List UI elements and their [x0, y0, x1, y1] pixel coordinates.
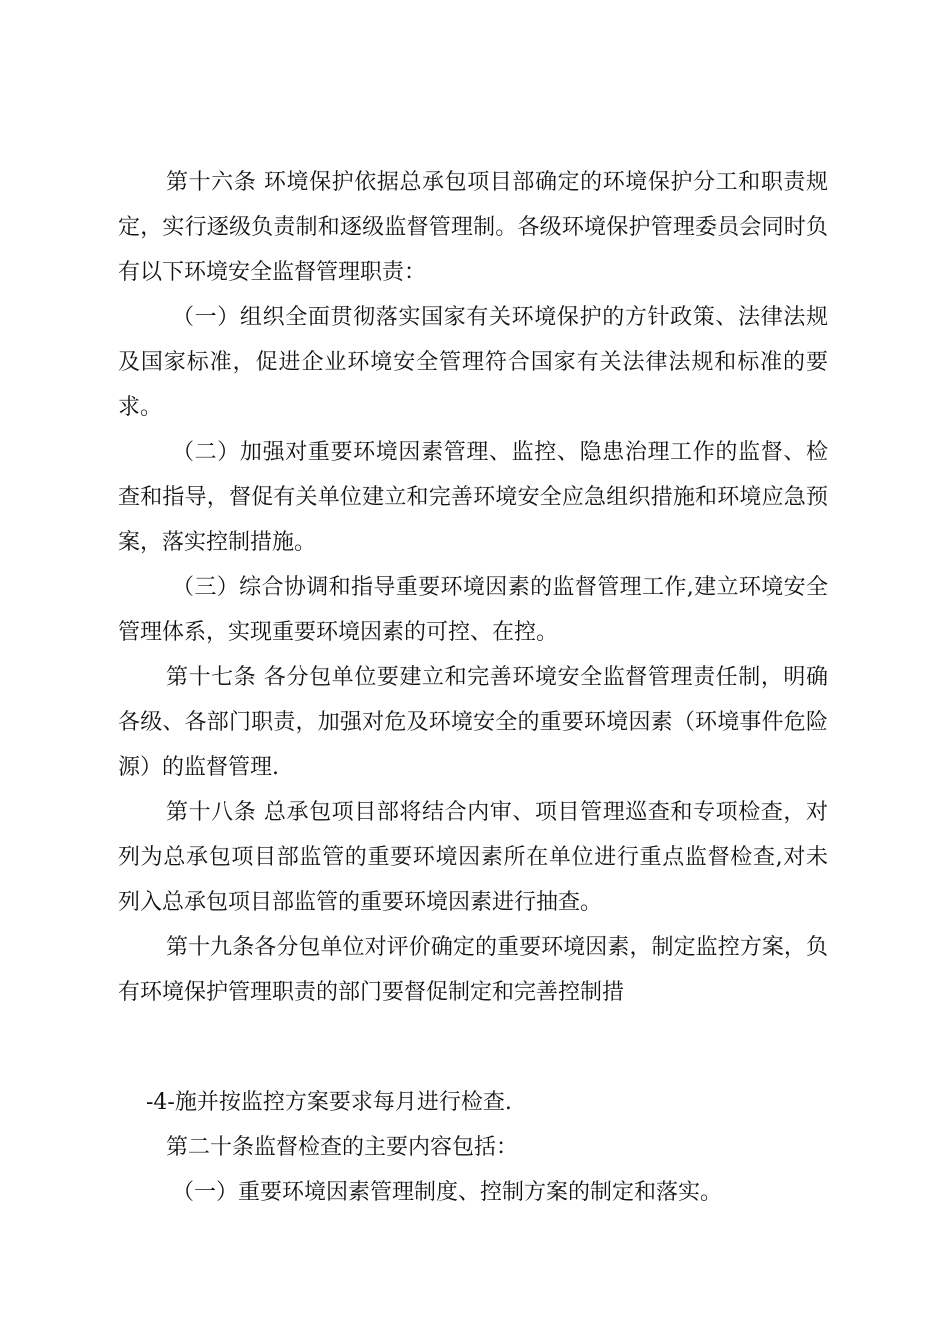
document-body-continued	[118, 1080, 828, 1215]
article-17: 第十七条 各分包单位要建立和完善环境安全监督管理责任制，明确各级、各部门职责，加强对危及环境安全的重要环境因素（环境事件危险源）的监督管理.	[118, 665, 828, 780]
article-19: 第十九条各分包单位对评价确定的重要环境因素，制定监控方案，负有环境保护管理职责的部门要督促制定和完善控制措	[118, 935, 828, 1005]
article-20-item-1: （一）重要环境因素管理制度、控制方案的制定和落实。	[172, 1180, 723, 1205]
article-18: 第十八条 总承包项目部将结合内审、项目管理巡查和专项检查，对列为总承包项目部监管的重要环境因素所在单位进行重点监督检查,对未列入总承包项目部监管的重要环境因素进行抽查。	[118, 800, 828, 915]
article-20: 第二十条监督检查的主要内容包括：	[166, 1135, 519, 1160]
article-16-item-3: （三）综合协调和指导重要环境因素的监督管理工作,建立环境安全管理体系，实现重要环境因素的可控、在控。	[118, 575, 828, 645]
article-16-item-2: （二）加强对重要环境因素管理、监控、隐患治理工作的监督、检查和指导，督促有关单位建立和完善环境安全应急组织措施和环境应急预案，落实控制措施。	[118, 440, 828, 555]
page-number-continuation: -4-施并按监控方案要求每月进行检查.	[146, 1090, 512, 1115]
document-body	[118, 160, 828, 1015]
article-16-item-1: （一）组织全面贯彻落实国家有关环境保护的方针政策、法律法规及国家标准，促进企业环境安全管理符合国家有关法律法规和标准的要求。	[118, 305, 828, 420]
article-16: 第十六条 环境保护依据总承包项目部确定的环境保护分工和职责规定，实行逐级负责制和逐级监督管理制。各级环境保护管理委员会同时负有以下环境安全监督管理职责：	[118, 170, 828, 285]
